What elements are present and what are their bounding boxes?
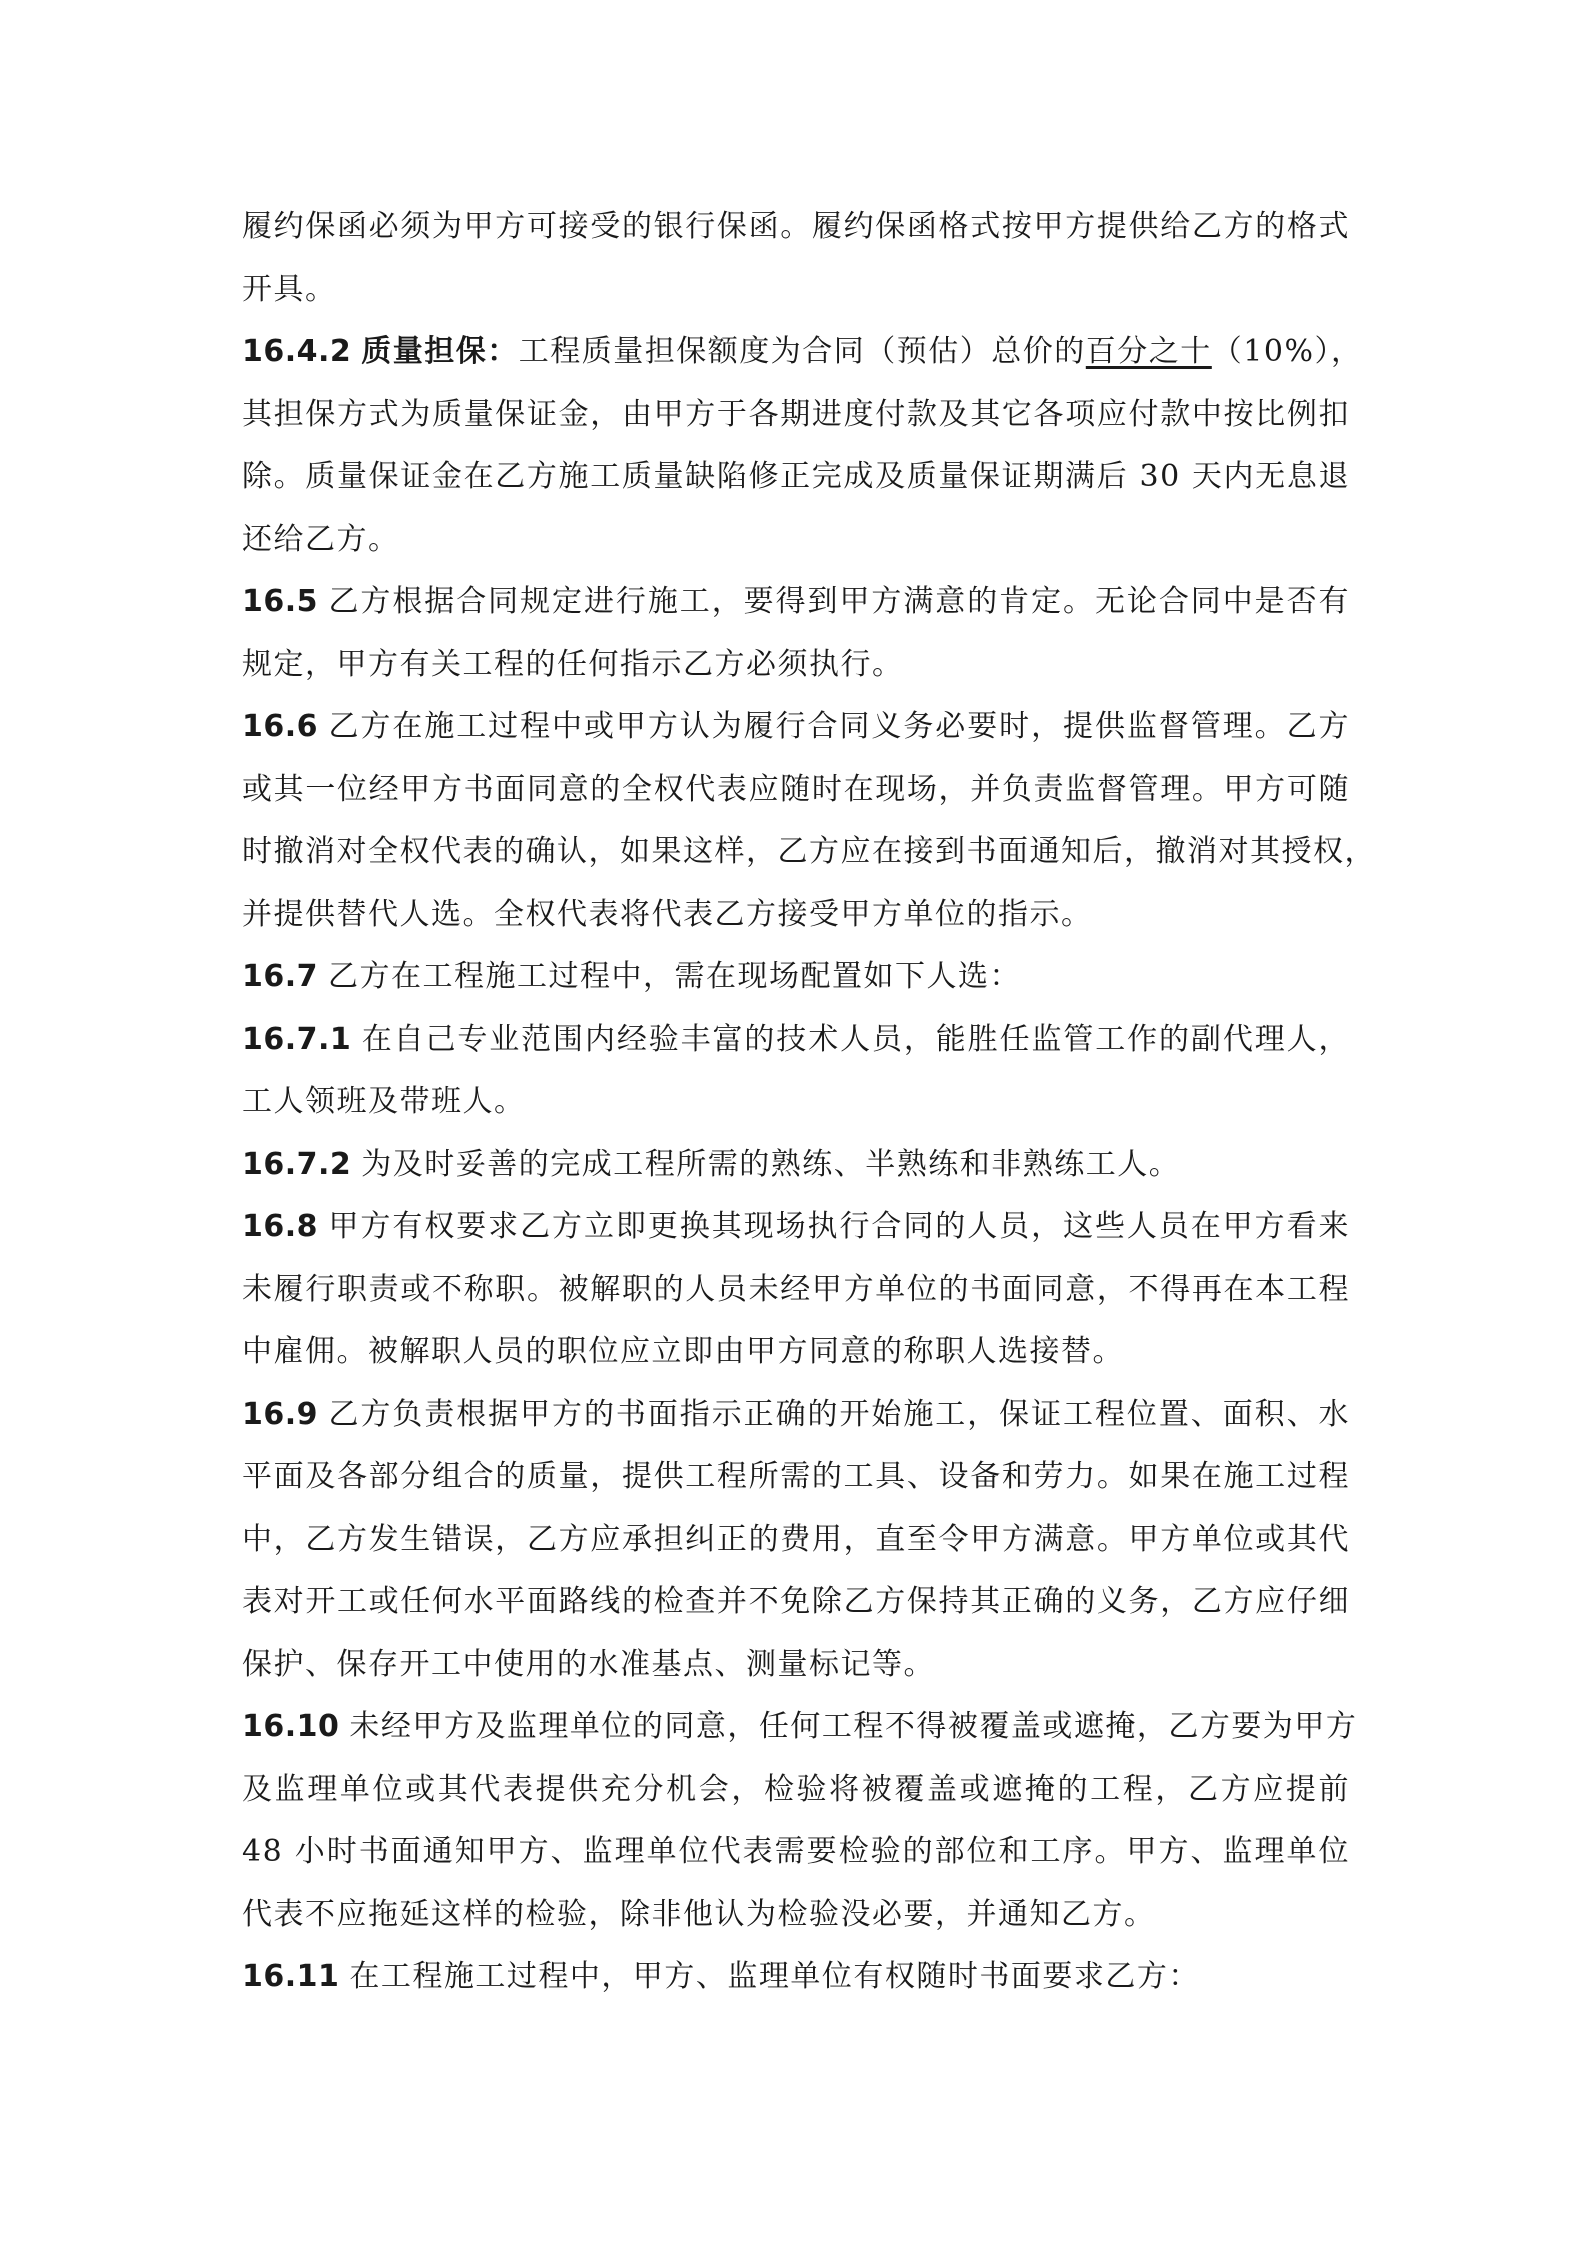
document-page [242, 196, 1376, 2009]
clause-16-7-2: 16.7.2 为及时妥善的完成工程所需的熟练、半熟练和非熟练工人。 [242, 1146, 1181, 1182]
text-line: 除。质量保证金在乙方施工质量缺陷修正完成及质量保证期满后 30 天内无息退 [242, 459, 1350, 494]
text-line: 或其一位经甲方书面同意的全权代表应随时在现场，并负责监督管理。甲方可随 [242, 771, 1350, 807]
clause-number: 16.4.2 [242, 334, 352, 369]
clause-number: 16.8 [242, 1209, 319, 1244]
clause-number: 16.7.2 [242, 1146, 352, 1182]
clause-heading: 质量担保： [361, 334, 519, 369]
text-line: 并提供替代人选。全权代表将代表乙方接受甲方单位的指示。 [242, 896, 1093, 932]
text-line: 开具。 [242, 271, 337, 307]
text-line: 未履行职责或不称职。被解职的人员未经甲方单位的书面同意，不得再在本工程 [242, 1271, 1350, 1307]
clause-number: 16.7.1 [242, 1021, 352, 1057]
clause-number: 16.5 [242, 584, 319, 619]
clause-16-10: 16.10 未经甲方及监理单位的同意，任何工程不得被覆盖或遮掩，乙方要为甲方 [242, 1709, 1358, 1744]
text-line: 履约保函必须为甲方可接受的银行保函。履约保函格式按甲方提供给乙方的格式 [242, 209, 1350, 244]
clause-16-6: 16.6 乙方在施工过程中或甲方认为履行合同义务必要时，提供监督管理。乙方 [242, 709, 1350, 744]
clause-number: 16.6 [242, 709, 319, 744]
clause-16-11: 16.11 在工程施工过程中，甲方、监理单位有权随时书面要求乙方： [242, 1959, 1200, 1994]
clause-16-8: 16.8 甲方有权要求乙方立即更换其现场执行合同的人员，这些人员在甲方看来 [242, 1209, 1350, 1244]
text-line: 工人领班及带班人。 [242, 1084, 526, 1119]
clause-number: 16.11 [242, 1959, 340, 1994]
clause-16-5: 16.5 乙方根据合同规定进行施工，要得到甲方满意的肯定。无论合同中是否有 [242, 584, 1350, 619]
clause-number: 16.10 [242, 1709, 340, 1744]
text-line: 48 小时书面通知甲方、监理单位代表需要检验的部位和工序。甲方、监理单位 [242, 1834, 1350, 1869]
clause-16-7: 16.7 乙方在工程施工过程中，需在现场配置如下人选： [242, 959, 1022, 994]
text-line: 平面及各部分组合的质量，提供工程所需的工具、设备和劳力。如果在施工过程 [242, 1459, 1350, 1494]
text-line: 中雇佣。被解职人员的职位应立即由甲方同意的称职人选接替。 [242, 1334, 1124, 1369]
clause-16-4-2: 16.4.2 质量担保：工程质量担保额度为合同（预估）总价的百分之十（10%）， [242, 334, 1363, 369]
text-line: 表对开工或任何水平面路线的检查并不免除乙方保持其正确的义务，乙方应仔细 [242, 1584, 1350, 1619]
text-line: 代表不应拖延这样的检验，除非他认为检验没必要，并通知乙方。 [242, 1896, 1156, 1932]
text-line: 保护、保存开工中使用的水准基点、测量标记等。 [242, 1646, 935, 1682]
clause-number: 16.9 [242, 1396, 319, 1432]
clause-number: 16.7 [242, 959, 319, 994]
clause-16-9: 16.9 乙方负责根据甲方的书面指示正确的开始施工，保证工程位置、面积、水 [242, 1396, 1350, 1432]
text-line: 其担保方式为质量保证金，由甲方于各期进度付款及其它各项应付款中按比例扣 [242, 396, 1350, 432]
text-line: 中，乙方发生错误，乙方应承担纠正的费用，直至令甲方满意。甲方单位或其代 [242, 1521, 1350, 1557]
text-line: 时撤消对全权代表的确认，如果这样，乙方应在接到书面通知后，撤消对其授权， [242, 834, 1376, 869]
text-line: 还给乙方。 [242, 521, 400, 557]
clause-16-7-1: 16.7.1 在自己专业范围内经验丰富的技术人员，能胜任监管工作的副代理人， [242, 1021, 1350, 1057]
underlined-amount: 百分之十 [1085, 334, 1212, 369]
text-line: 及监理单位或其代表提供充分机会，检验将被覆盖或遮掩的工程，乙方应提前 [242, 1771, 1350, 1807]
text-line: 规定，甲方有关工程的任何指示乙方必须执行。 [242, 646, 904, 682]
